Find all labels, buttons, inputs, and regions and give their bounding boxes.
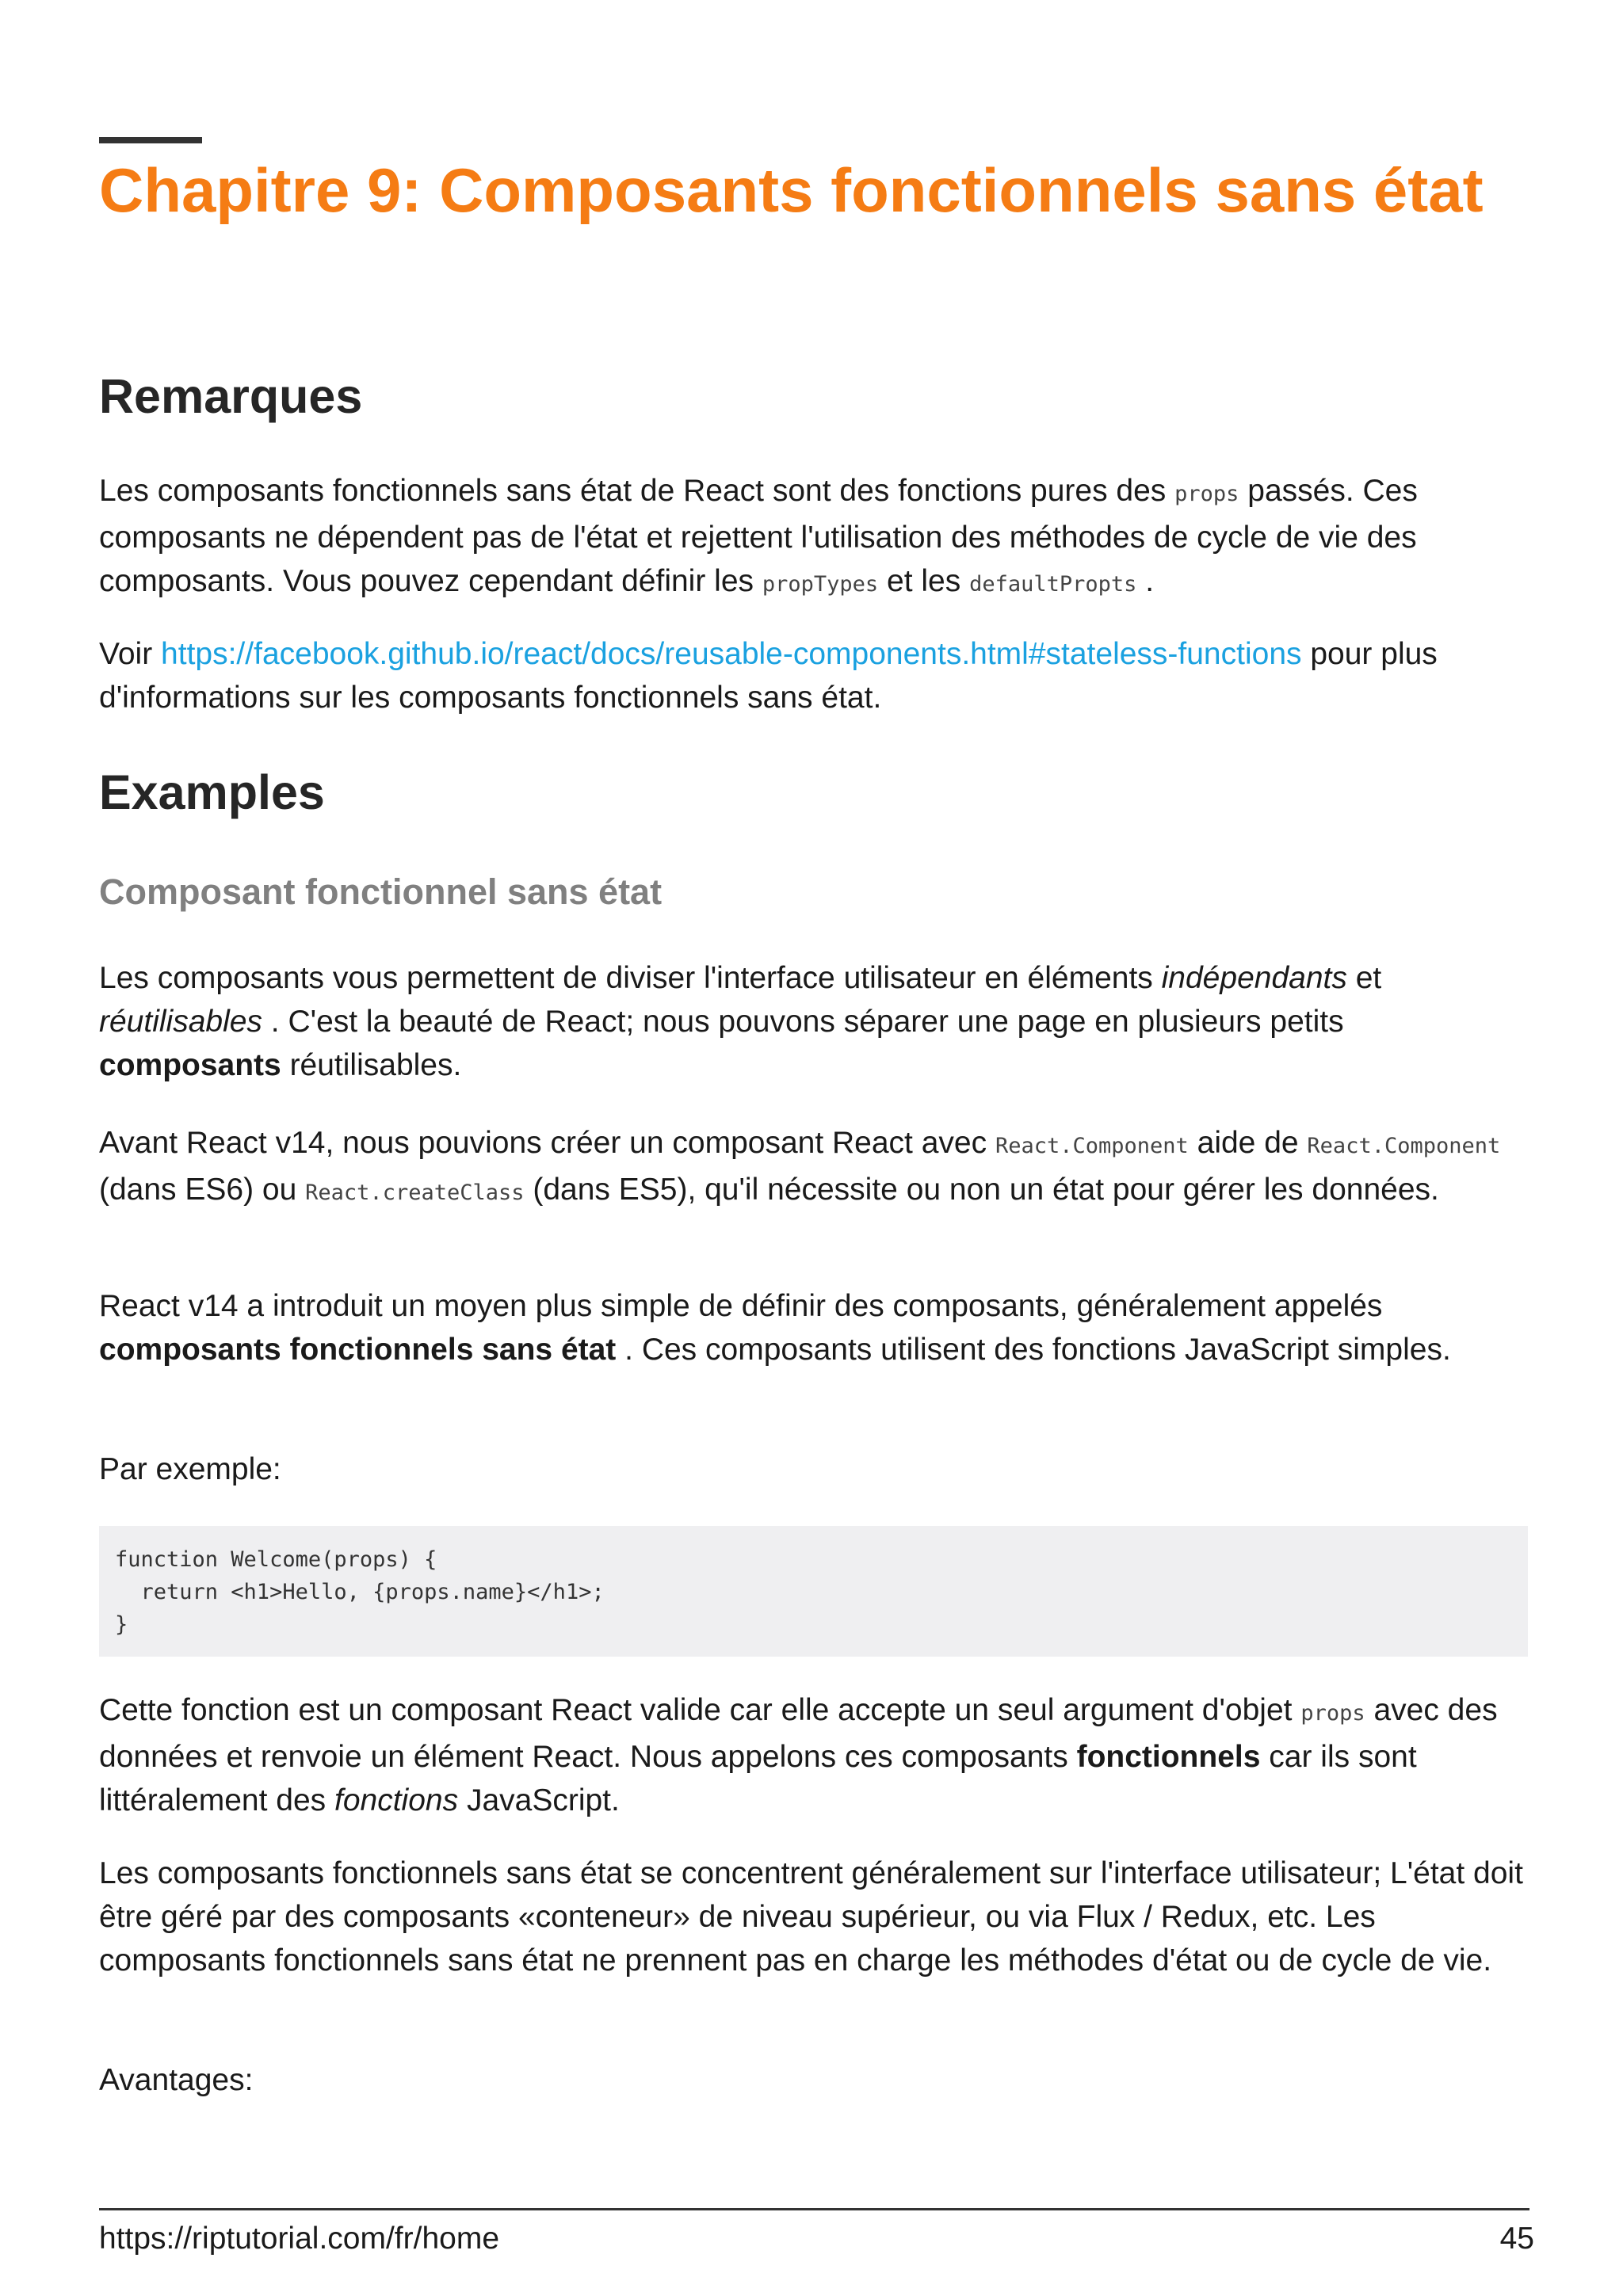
inline-code: defaultPropts: [969, 572, 1137, 597]
text: (dans ES6) ou: [99, 1173, 297, 1207]
bold-text: composants: [99, 1048, 281, 1082]
text: avec des données et renvoie un élément React. Nous appelons ces composants: [99, 1693, 1498, 1774]
remarques-heading: Remarques: [99, 369, 363, 423]
text: Les composants vous permettent de diviser l'interface utilisateur en éléments: [99, 961, 1153, 995]
examples-paragraph-4: Par exemple:: [99, 1452, 281, 1486]
emphasis: fonctions: [334, 1783, 459, 1817]
examples-paragraph-3: [99, 1284, 1529, 1371]
inline-code: propTypes: [762, 572, 879, 597]
text: Voir: [99, 637, 153, 671]
inline-code: React.createClass: [305, 1180, 525, 1205]
text: (dans ES5), qu'il nécessite ou non un état pour gérer les données.: [533, 1173, 1439, 1207]
text: React v14 a introduit un moyen plus simple de définir des composants, généralement appelés: [99, 1289, 1383, 1323]
text: et: [1355, 961, 1382, 995]
examples-paragraph-6: Les composants fonctionnels sans état se concentrent généralement sur l'interface utilisateur; L'état doit être géré par des composants «conteneur» de niveau supérieur, ou via Flux / Redux, etc. Les composants fonctionnels sans état ne prennent pas en charge les méthodes d'état ou de cycle de vie.: [99, 1856, 1523, 1978]
text: Les composants fonctionnels sans état de React sont des fonctions pures des: [99, 474, 1167, 508]
text: . Ces composants utilisent des fonctions JavaScript simples.: [624, 1333, 1451, 1367]
examples-paragraph-1: [99, 956, 1529, 1087]
text: .: [1145, 564, 1155, 598]
footer-rule: [99, 2208, 1529, 2210]
emphasis: indépendants: [1161, 961, 1347, 995]
text: Cette fonction est un composant React valide car elle accepte un seul argument d'objet: [99, 1693, 1293, 1727]
docs-link[interactable]: https://facebook.github.io/react/docs/reusable-components.html#stateless-functions: [161, 637, 1302, 671]
examples-paragraph-7: Avantages:: [99, 2063, 254, 2097]
text: réutilisables.: [289, 1048, 462, 1082]
title-rule: [99, 137, 202, 143]
examples-subheading: Composant fonctionnel sans état: [99, 871, 663, 912]
bold-text: composants fonctionnels sans état: [99, 1333, 617, 1367]
text: et les: [887, 564, 961, 598]
text: JavaScript.: [466, 1783, 620, 1817]
emphasis: réutilisables: [99, 1005, 262, 1039]
inline-code: React.Component: [995, 1134, 1189, 1158]
page-number: 45: [1499, 2222, 1534, 2256]
chapter-title: Chapitre 9: Composants fonctionnels sans état: [99, 155, 1484, 225]
remarques-paragraph-2: [99, 632, 1529, 719]
inline-code: React.Component: [1307, 1134, 1501, 1158]
text: aide de: [1197, 1126, 1299, 1160]
examples-paragraph-2: [99, 1121, 1529, 1215]
bold-text: fonctionnels: [1076, 1740, 1261, 1774]
text: . C'est la beauté de React; nous pouvons séparer une page en plusieurs petits: [270, 1005, 1344, 1039]
footer-url: https://riptutorial.com/fr/home: [99, 2222, 500, 2256]
code-block: function Welcome(props) { return <h1>Hello, {props.name}</h1>; }: [99, 1526, 1528, 1657]
examples-paragraph-5: [99, 1688, 1529, 1822]
text: car ils sont littéralement des: [99, 1740, 1417, 1817]
inline-code: props: [1174, 482, 1239, 506]
examples-heading: Examples: [99, 765, 325, 819]
text: Avant React v14, nous pouvions créer un composant React avec: [99, 1126, 987, 1160]
remarques-paragraph-1: [99, 469, 1529, 606]
text: passés. Ces composants ne dépendent pas de l'état et rejettent l'utilisation des méthodes de cycle de vie des composants. Vous pouvez cependant définir les: [99, 474, 1418, 598]
text: pour plus d'informations sur les composants fonctionnels sans état.: [99, 637, 1438, 715]
inline-code: props: [1300, 1701, 1365, 1726]
